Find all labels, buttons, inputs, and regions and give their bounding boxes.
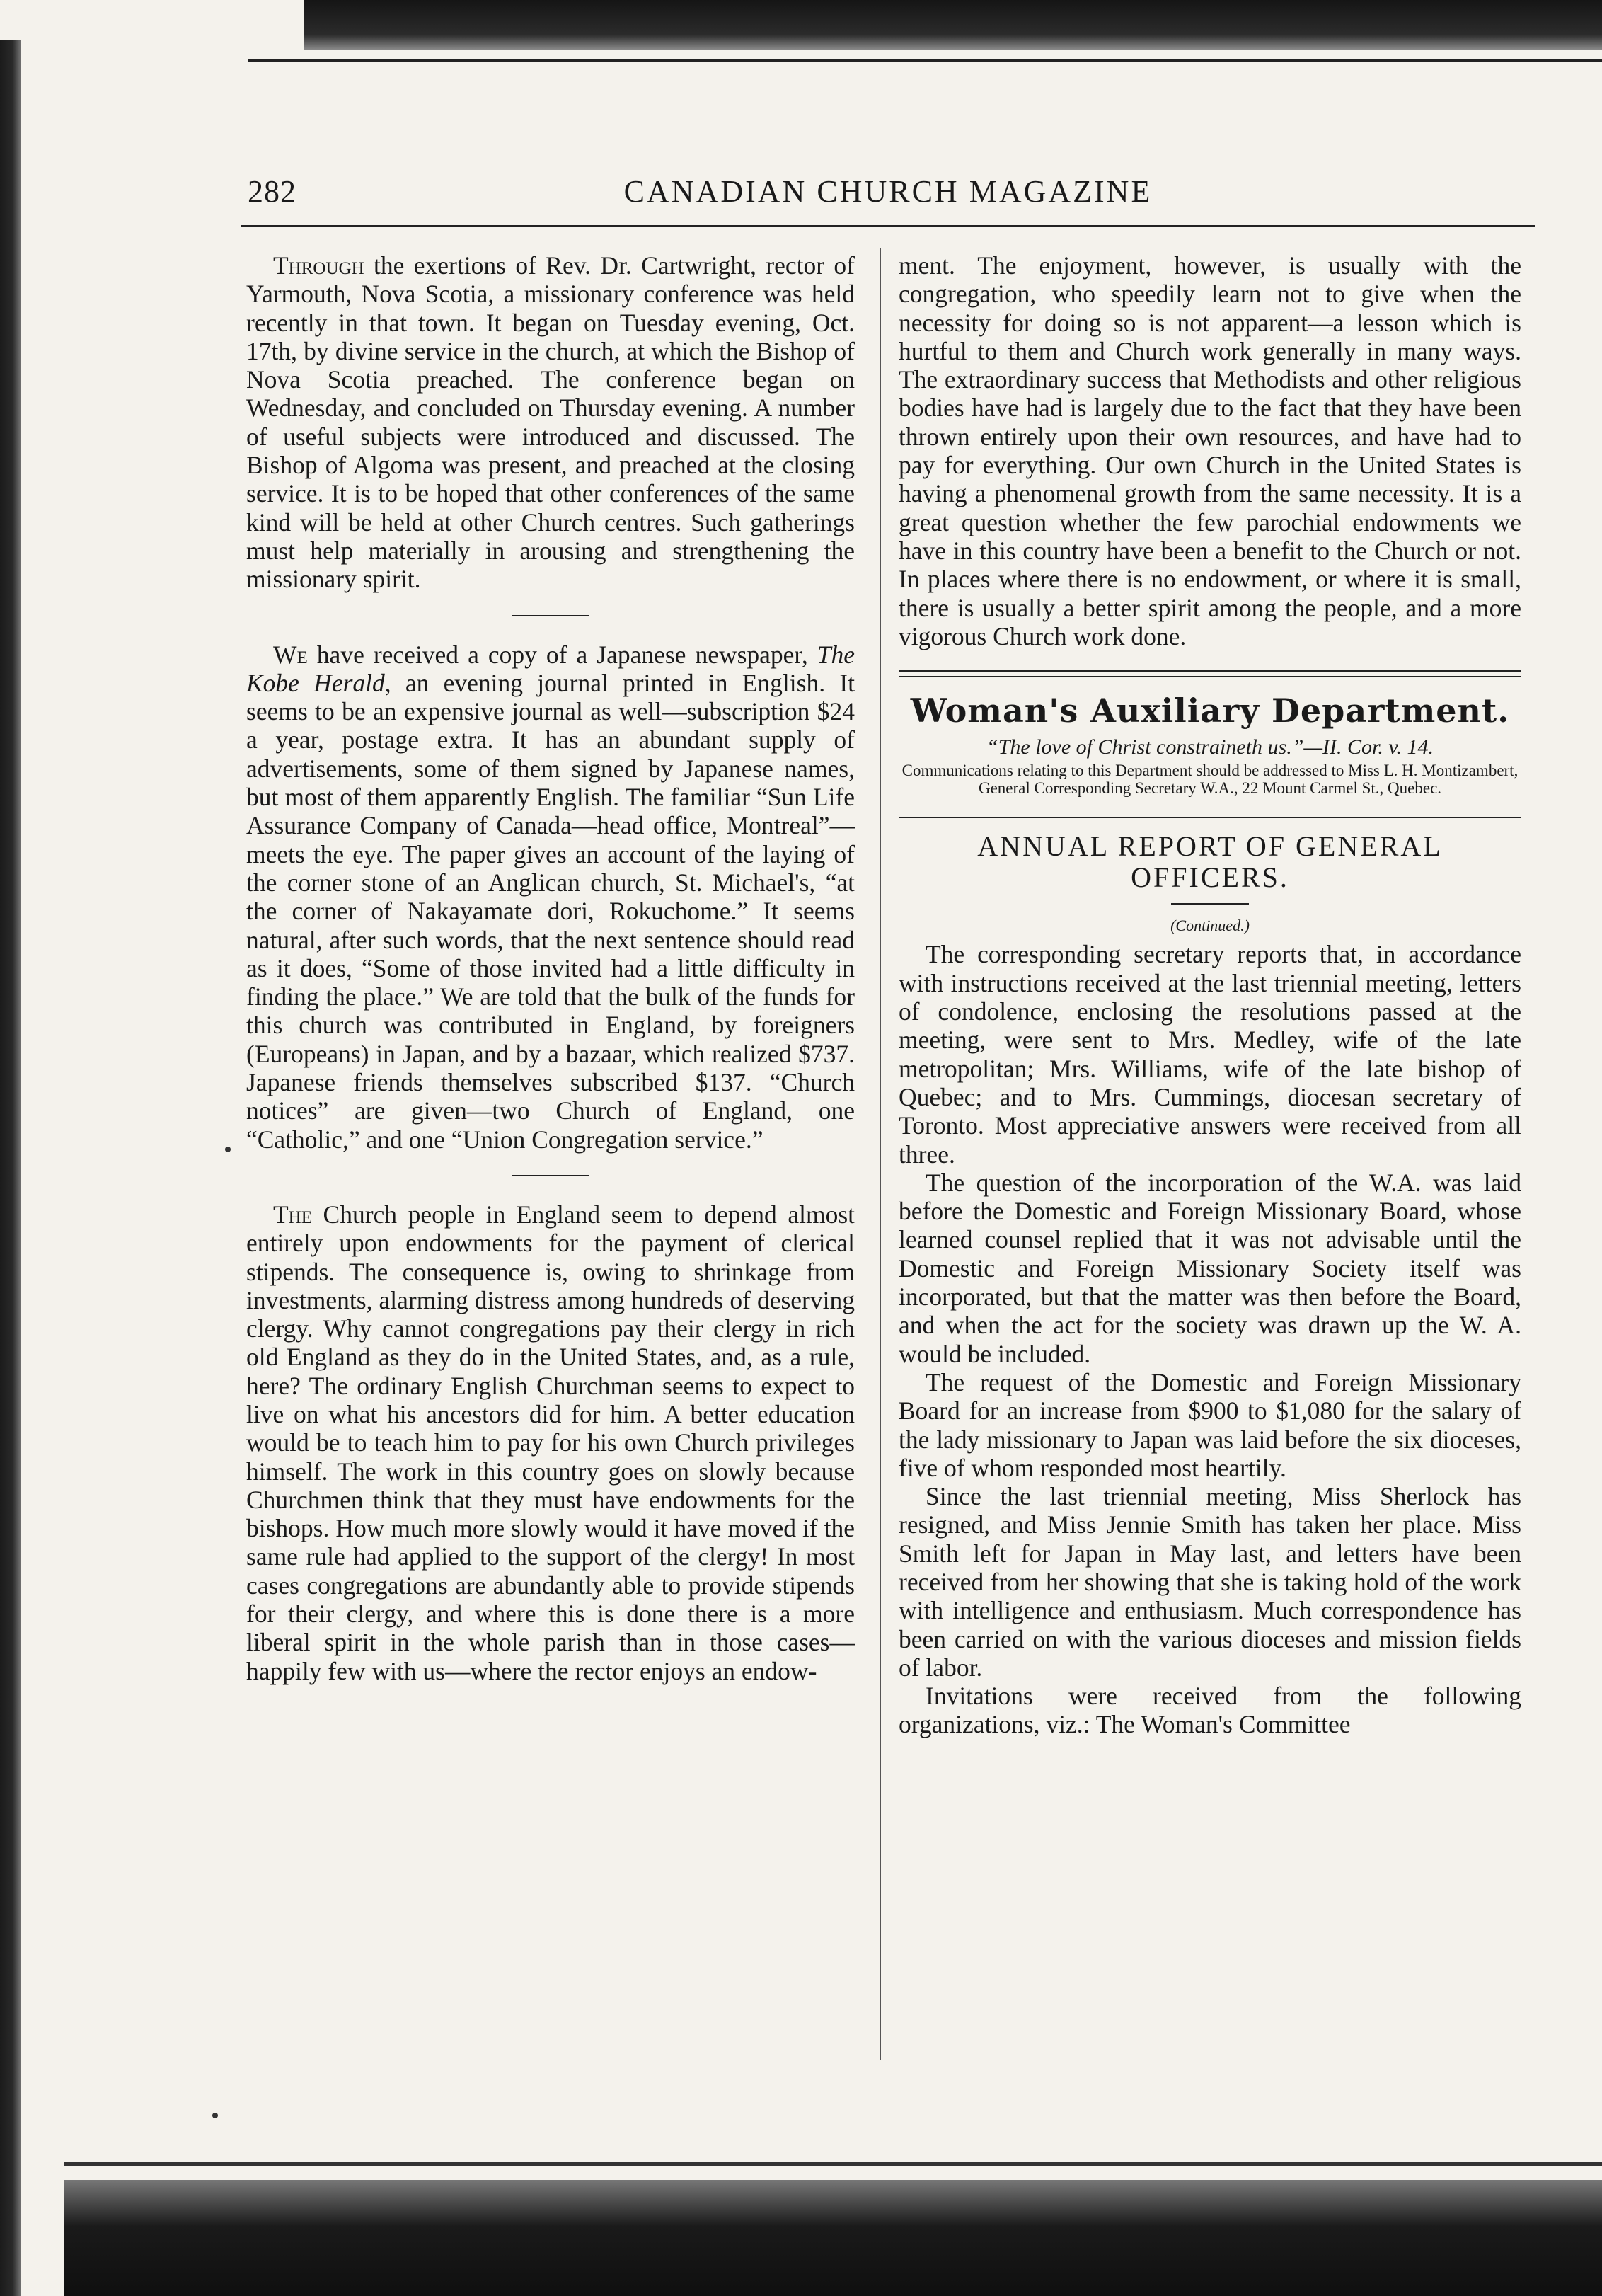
newspaper-title: The Kobe Herald	[246, 640, 855, 697]
scan-speck	[225, 1147, 231, 1152]
report-title: ANNUAL REPORT OF GENERAL OFFICERS.	[977, 830, 1443, 894]
paragraph-text: the exertions of Rev. Dr. Cartwright, rector of Yarmouth, Nova Scotia, a missionary conference was held recently in that town. It began on Tuesday evening, Oct. 17th, by divine service in the church, at which the Bishop of Nova Scotia preached. The conference began on Wednesday, and concluded on Thursday evening. A number of useful subjects were introduced and discussed. The Bishop of Algoma was present, and preached at the closing service. It is to be hoped that other conferences of the same kind will be held at other Church centres. Such gatherings must help materially in arousing and strengthening the missionary spirit.	[246, 251, 855, 594]
scripture-motto: “The love of Christ constraineth us.”—II. Cor. v. 14.	[986, 735, 1434, 759]
continued-note: (Continued.)	[1170, 917, 1250, 935]
section-divider	[512, 615, 589, 616]
scan-border-left	[0, 40, 21, 2296]
column-divider	[880, 248, 881, 2060]
report-paragraph: The question of the incorporation of the W.A. was laid before the Domestic and Foreign Missionary Board, whose learned counsel replied that it was not advisable until the Domestic and Foreign Missionary Society itself was incorporated, but that the matter was then before the Board, and when the act for the society was drawn up the W. A. would be included.	[899, 1168, 1521, 1368]
paragraph-text: Church people in England seem to depend almost entirely upon endowments for the payment of clerical stipends. The consequence is, owing to shrinkage from investments, alarming distress among hundreds of deserving clergy. Why cannot congregations pay their clergy in rich old England as they do in the United States, and, as a rule, here? The ordinary English Churchman seems to expect to live on what his ancestors did for him. A better education would be to teach him to pay for his own Church privileges himself. The work in this country goes on slowly because Churchmen think that they must have endowments for the bishops. How much more slowly would it have moved if the same rule had applied to the support of the clergy! In most cases congregations are abundantly able to provide stipends for their clergy, and where this is done there is a more liberal spirit in the whole parish than in those cases—happily few with us—where the rector enjoys an endow-	[246, 1200, 855, 1685]
article-paragraph	[246, 1200, 855, 1685]
paragraph-text: , an evening journal printed in English. It seems to be an expensive journal as well—subscription $24 a year, postage extra. It has an abundant supply of advertisements, some of them signed by Japanese names, but most of them apparently English. The familiar “Sun Life Assurance Company of Canada—head office, Montreal”—meets the eye. The paper gives an account of the laying of the corner stone of an Anglican church, St. Michael's, “at the corner of Nakayamate dori, Rokuchome.” It seems natural, after such words, that the next sentence should read as it does, “Some of those invited had a little difficulty in finding the place.” We are told that the bulk of the funds for this church was contributed in England, by foreigners (Europeans) in Japan, and by a bazaar, which realized $737. Japanese friends themselves subscribed $137. “Church notices” are given—two Church of England, one “Catholic,” and one “Union Congregation service.”	[246, 668, 855, 1154]
right-column	[899, 251, 1521, 1739]
scan-border-top	[304, 0, 1602, 50]
lead-word: The	[273, 1200, 313, 1229]
report-paragraph: Invitations were received from the following organizations, viz.: The Woman's Committee	[899, 1682, 1521, 1739]
page-number: 282	[248, 174, 296, 209]
page-header	[241, 173, 1535, 223]
report-paragraph: Since the last triennial meeting, Miss Sherlock has resigned, and Miss Jennie Smith has taken her place. Miss Smith left for Japan in May last, and letters have been received from her showing that she is taking hold of the work with intelligence and enthusiasm. Much correspondence has been carried on with the various dioceses and mission fields of labor.	[899, 1482, 1521, 1682]
department-divider	[899, 670, 1521, 677]
scan-line-bottom	[64, 2162, 1602, 2166]
lead-word: We	[273, 640, 308, 669]
article-paragraph	[246, 251, 855, 594]
department-heading: Woman's Auxiliary Department.	[910, 691, 1510, 730]
article-paragraph: ment. The enjoyment, however, is usually with the congregation, who speedily learn not to give when the necessity for doing so is not apparent—a lesson which is hurtful to them and Church work generally in many ways. The extraordinary success that Methodists and other religious bodies have had is largely due to the fact that they have been thrown entirely upon their own resources, and have had to pay for everything. Our own Church in the United States is having a phenomenal growth from the same necessity. It is a great question whether the few parochial endowments we have in this country have been a benefit to the Church or not. In places where there is no endowment, or where it is small, there is usually a better spirit among the people, and a more vigorous Church work done.	[899, 251, 1521, 650]
paragraph-text: have received a copy of a Japanese newspaper,	[307, 640, 817, 669]
report-paragraph: The request of the Domestic and Foreign Missionary Board for an increase from $900 to $1,080 for the salary of the lady missionary to Japan was laid before the six dioceses, five of whom responded most heartily.	[899, 1367, 1521, 1482]
communications-note: Communications relating to this Department should be addressed to Miss L. H. Montizambert, General Corresponding Secretary W.A., 22 Mount Carmel St., Quebec.	[901, 762, 1519, 798]
article-paragraph	[246, 641, 855, 1154]
scan-speck	[212, 2113, 218, 2118]
section-divider	[512, 1175, 589, 1176]
report-divider	[899, 817, 1521, 818]
left-column	[246, 251, 855, 1685]
magazine-title: CANADIAN CHURCH MAGAZINE	[623, 174, 1153, 209]
report-paragraph: The corresponding secretary reports that, in accordance with instructions received at the last triennial meeting, letters of condolence, enclosing the resolutions passed at the meeting, were sent to Mrs. Medley, wife of the late metropolitan; Mrs. Williams, wife of the late bishop of Quebec; and to Mrs. Cummings, diocesan secretary of Toronto. Most appreciative answers were received from all three.	[899, 940, 1521, 1169]
lead-word: Through	[273, 251, 364, 280]
scan-line-top	[248, 59, 1602, 62]
title-underline	[1171, 903, 1249, 905]
header-rule	[241, 225, 1535, 227]
scan-border-bottom	[64, 2180, 1602, 2296]
